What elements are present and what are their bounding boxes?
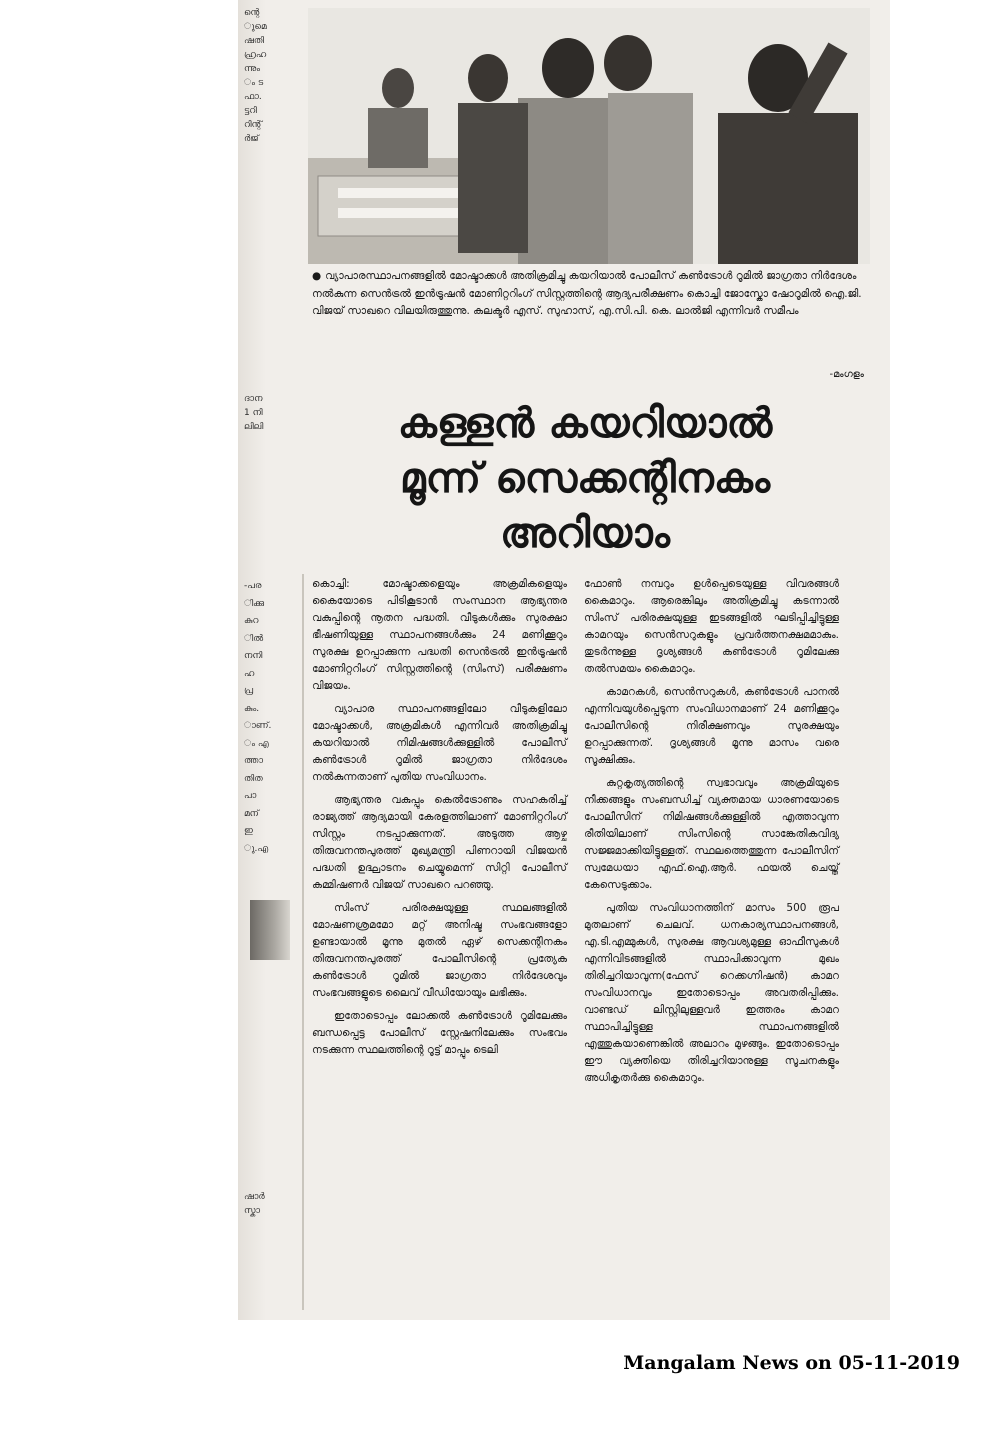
article-paragraph: സിംസ് പരിരക്ഷയുള്ള സ്ഥലങ്ങളിൽ മോഷണശ്രമമോ മറ്റ് അനിഷ്ട സംഭവങ്ങളോ ഉണ്ടായാൽ മൂന്നു മുതൽ ഏഴ് സെക്കന്റിനകം തിരുവനന്തപുരത്ത് പോലീസിന്റെ പ്രത്യേക കൺട്രോൾ റൂമിൽ ജാഗ്രതാ നിർദേശവും സംഭവങ്ങളുടെ ലൈവ് വീഡിയോയും ലഭിക്കും. <box>312 902 567 999</box>
headline <box>300 396 870 561</box>
caption-text: വ്യാപാരസ്ഥാപനങ്ങളിൽ മോഷ്ടാക്കൾ അതിക്രമിച്ചു കയറിയാൽ പോലീസ് കൺട്രോൾ റൂമിൽ ജാഗ്രതാ നിർദേശം നൽകുന്ന സെൻട്രൽ ഇൻട്രൂഷൻ മോണിറ്ററിംഗ് സിസ്റ്റത്തിന്റെ ആദ്യപരീക്ഷണം കൊച്ചി ജോസ്കോ ഷോറൂമിൽ ഐ.ജി. വിജയ് സാഖറെ വിലയിരുത്തുന്നു. കലക്ടർ എസ്. സുഹാസ്, എ.സി.പി. കെ. ലാൽജി എന്നിവർ സമീപം <box>312 270 862 317</box>
news-photo <box>308 8 870 264</box>
left-photo-fragment <box>250 900 290 960</box>
article-paragraph: കാമറകൾ, സെൻസറുകൾ, കൺട്രോൾ പാനൽ എന്നിവയുൾപ്പെടുന്ന സംവിധാനമാണ് 24 മണിക്കൂറും പോലീസിന്റെ നിരീക്ഷണവും സുരക്ഷയും ഉറപ്പാക്കുന്നത്. ദൃശ്യങ്ങൾ മൂന്നു മാസം വരെ സൂക്ഷിക്കും. <box>584 686 839 766</box>
article-paragraph: പുതിയ സംവിധാനത്തിന് മാസം 500 രൂപ മുതലാണ് ചെലവ്. ധനകാര്യസ്ഥാപനങ്ങൾ, എ.ടി.എമ്മുകൾ, സുരക്ഷ ആവശ്യമുള്ള ഓഫീസുകൾ എന്നിവിടങ്ങളിൽ സ്ഥാപിക്കാവുന്ന മുഖം തിരിച്ചറിയാവുന്ന(ഫേസ് റെക്കഗ്നിഷൻ) കാമറ സംവിധാനവും ഇതോടൊപ്പം അവതരിപ്പിക്കും. വാണ്ടഡ് ലിസ്റ്റിലുള്ളവർ ഇത്തരം കാമറ സ്ഥാപിച്ചിട്ടുള്ള സ്ഥാപനങ്ങളിൽ എത്തുകയാണെങ്കിൽ അലാറം മുഴങ്ങും. ഇതോടൊപ്പം ഈ വ്യക്തിയെ തിരിച്ചറിയാനുള്ള സൂചനകളും അധികൃതർക്കു കൈമാറും. <box>584 902 839 1084</box>
article-paragraph: ഫോൺ നമ്പറും ഉൾപ്പെടെയുള്ള വിവരങ്ങൾ കൈമാറും. ആരെങ്കിലും അതിക്രമിച്ചു കടന്നാൽ സിംസ് പരിരക്ഷയുള്ള ഇടങ്ങളിൽ ഘടിപ്പിച്ചിട്ടുള്ള കാമറയും സെൻസറുകളും പ്രവർത്തനക്ഷമമാകും. തുടർന്നുള്ള ദൃശ്യങ്ങൾ കൺട്രോൾ റൂമിലേക്കു തൽസമയം കൈമാറും. <box>584 578 839 675</box>
column-divider <box>302 574 304 1310</box>
article-paragraph: വ്യാപാര സ്ഥാപനങ്ങളിലോ വീടുകളിലോ മോഷ്ടാക്കൾ, അക്രമികൾ എന്നിവർ അതിക്രമിച്ചു കയറിയാൽ നിമിഷങ്ങൾക്കുള്ളിൽ പോലീസ് കൺട്രോൾ റൂമിൽ ജാഗ്രതാ നിർദേശം നൽകുന്നതാണ് പുതിയ സംവിധാനം. <box>312 703 567 783</box>
article-paragraph: ഇതോടൊപ്പം ലോക്കൽ കൺട്രോൾ റൂമിലേക്കും ബന്ധപ്പെട്ട പോലീസ് സ്റ്റേഷനിലേക്കും സംഭവം നടക്കുന്ന സ്ഥലത്തിന്റെ റൂട്ട് മാപ്പും ടെലി <box>312 1010 567 1056</box>
left-column-fragment-top: ന്റെ ുമെ ഷതി ഹ്രഹ ന്നും ം ട ഫാ. ട്ടറി റിന്റ് ർജ് <box>244 8 267 144</box>
photo-caption <box>312 268 864 321</box>
headline-line-2: മൂന്ന് സെക്കന്റിനകം <box>399 454 771 502</box>
caption-bullet: ● <box>312 270 322 282</box>
source-footer: Mangalam News on 05-11-2019 <box>623 1352 960 1374</box>
left-column-fragment-lower: -പര ിക്കു കുറ ിൽ നനി ഹ പ്ര കും. ാണ്. ം എ ത്താ തിത പാ മന് ഇ ു.എ <box>244 581 272 854</box>
article-paragraph: കുറ്റകൃത്യത്തിന്റെ സ്വഭാവവും അക്രമിയുടെ നീക്കങ്ങളും സംബന്ധിച്ച് വ്യക്തമായ ധാരണയോടെ പോലീസിന് നിമിഷങ്ങൾക്കുള്ളിൽ എത്താവുന്ന രീതിയിലാണ് സിംസിന്റെ സാങ്കേതികവിദ്യ സജ്ജമാക്കിയിട്ടുള്ളത്. സ്ഥലത്തെത്തുന്ന പോലീസിന് സ്വമേധയാ എഫ്.ഐ.ആർ. ഫയൽ ചെയ്ത് കേസെടുക്കാം. <box>584 777 839 891</box>
left-column-fragment-bottom: ഷാർ സ്കാ <box>244 1192 265 1216</box>
headline-line-1: കള്ളൻ കയറിയാൽ <box>397 399 773 447</box>
article-column-2 <box>584 576 839 1093</box>
article-paragraph: കൊച്ചി: മോഷ്ടാക്കളെയും അക്രമികളെയും കൈയോടെ പിടികൂടാൻ സംസ്ഥാന ആഭ്യന്തര വകുപ്പിന്റെ നൂതന പദ്ധതി. വീടുകൾക്കും സുരക്ഷാ ഭീഷണിയുള്ള സ്ഥാപനങ്ങൾക്കും 24 മണിക്കൂറും സുരക്ഷ ഉറപ്പാക്കുന്ന പദ്ധതി സെൻട്രൽ ഇൻട്രൂഷൻ മോണിറ്ററിംഗ് സിസ്റ്റത്തിന്റെ (സിംസ്) പരീക്ഷണം വിജയം. <box>312 578 567 692</box>
photo-credit: -മംഗളം <box>829 369 864 380</box>
headline-line-3: അറിയാം <box>500 509 670 557</box>
article-paragraph: ആഭ്യന്തര വകുപ്പും കെൽട്രോണും സഹകരിച്ച് രാജ്യത്ത് ആദ്യമായി കേരളത്തിലാണ് മോണിറ്ററിംഗ് സിസ്റ്റം നടപ്പാക്കുന്നത്. അടുത്ത ആഴ്ച തിരുവനന്തപുരത്ത് മുഖ്യമന്ത്രി പിണറായി വിജയൻ പദ്ധതി ഉദ്ഘാടനം ചെയ്യുമെന്ന് സിറ്റി പോലീസ് കമ്മിഷണർ വിജയ് സാഖറെ പറഞ്ഞു. <box>312 794 567 891</box>
news-photo-drawing <box>308 8 870 264</box>
left-column-fragment-middle: ദാന 1 നി ലിലി <box>244 394 264 432</box>
article-column-1 <box>312 576 567 1065</box>
